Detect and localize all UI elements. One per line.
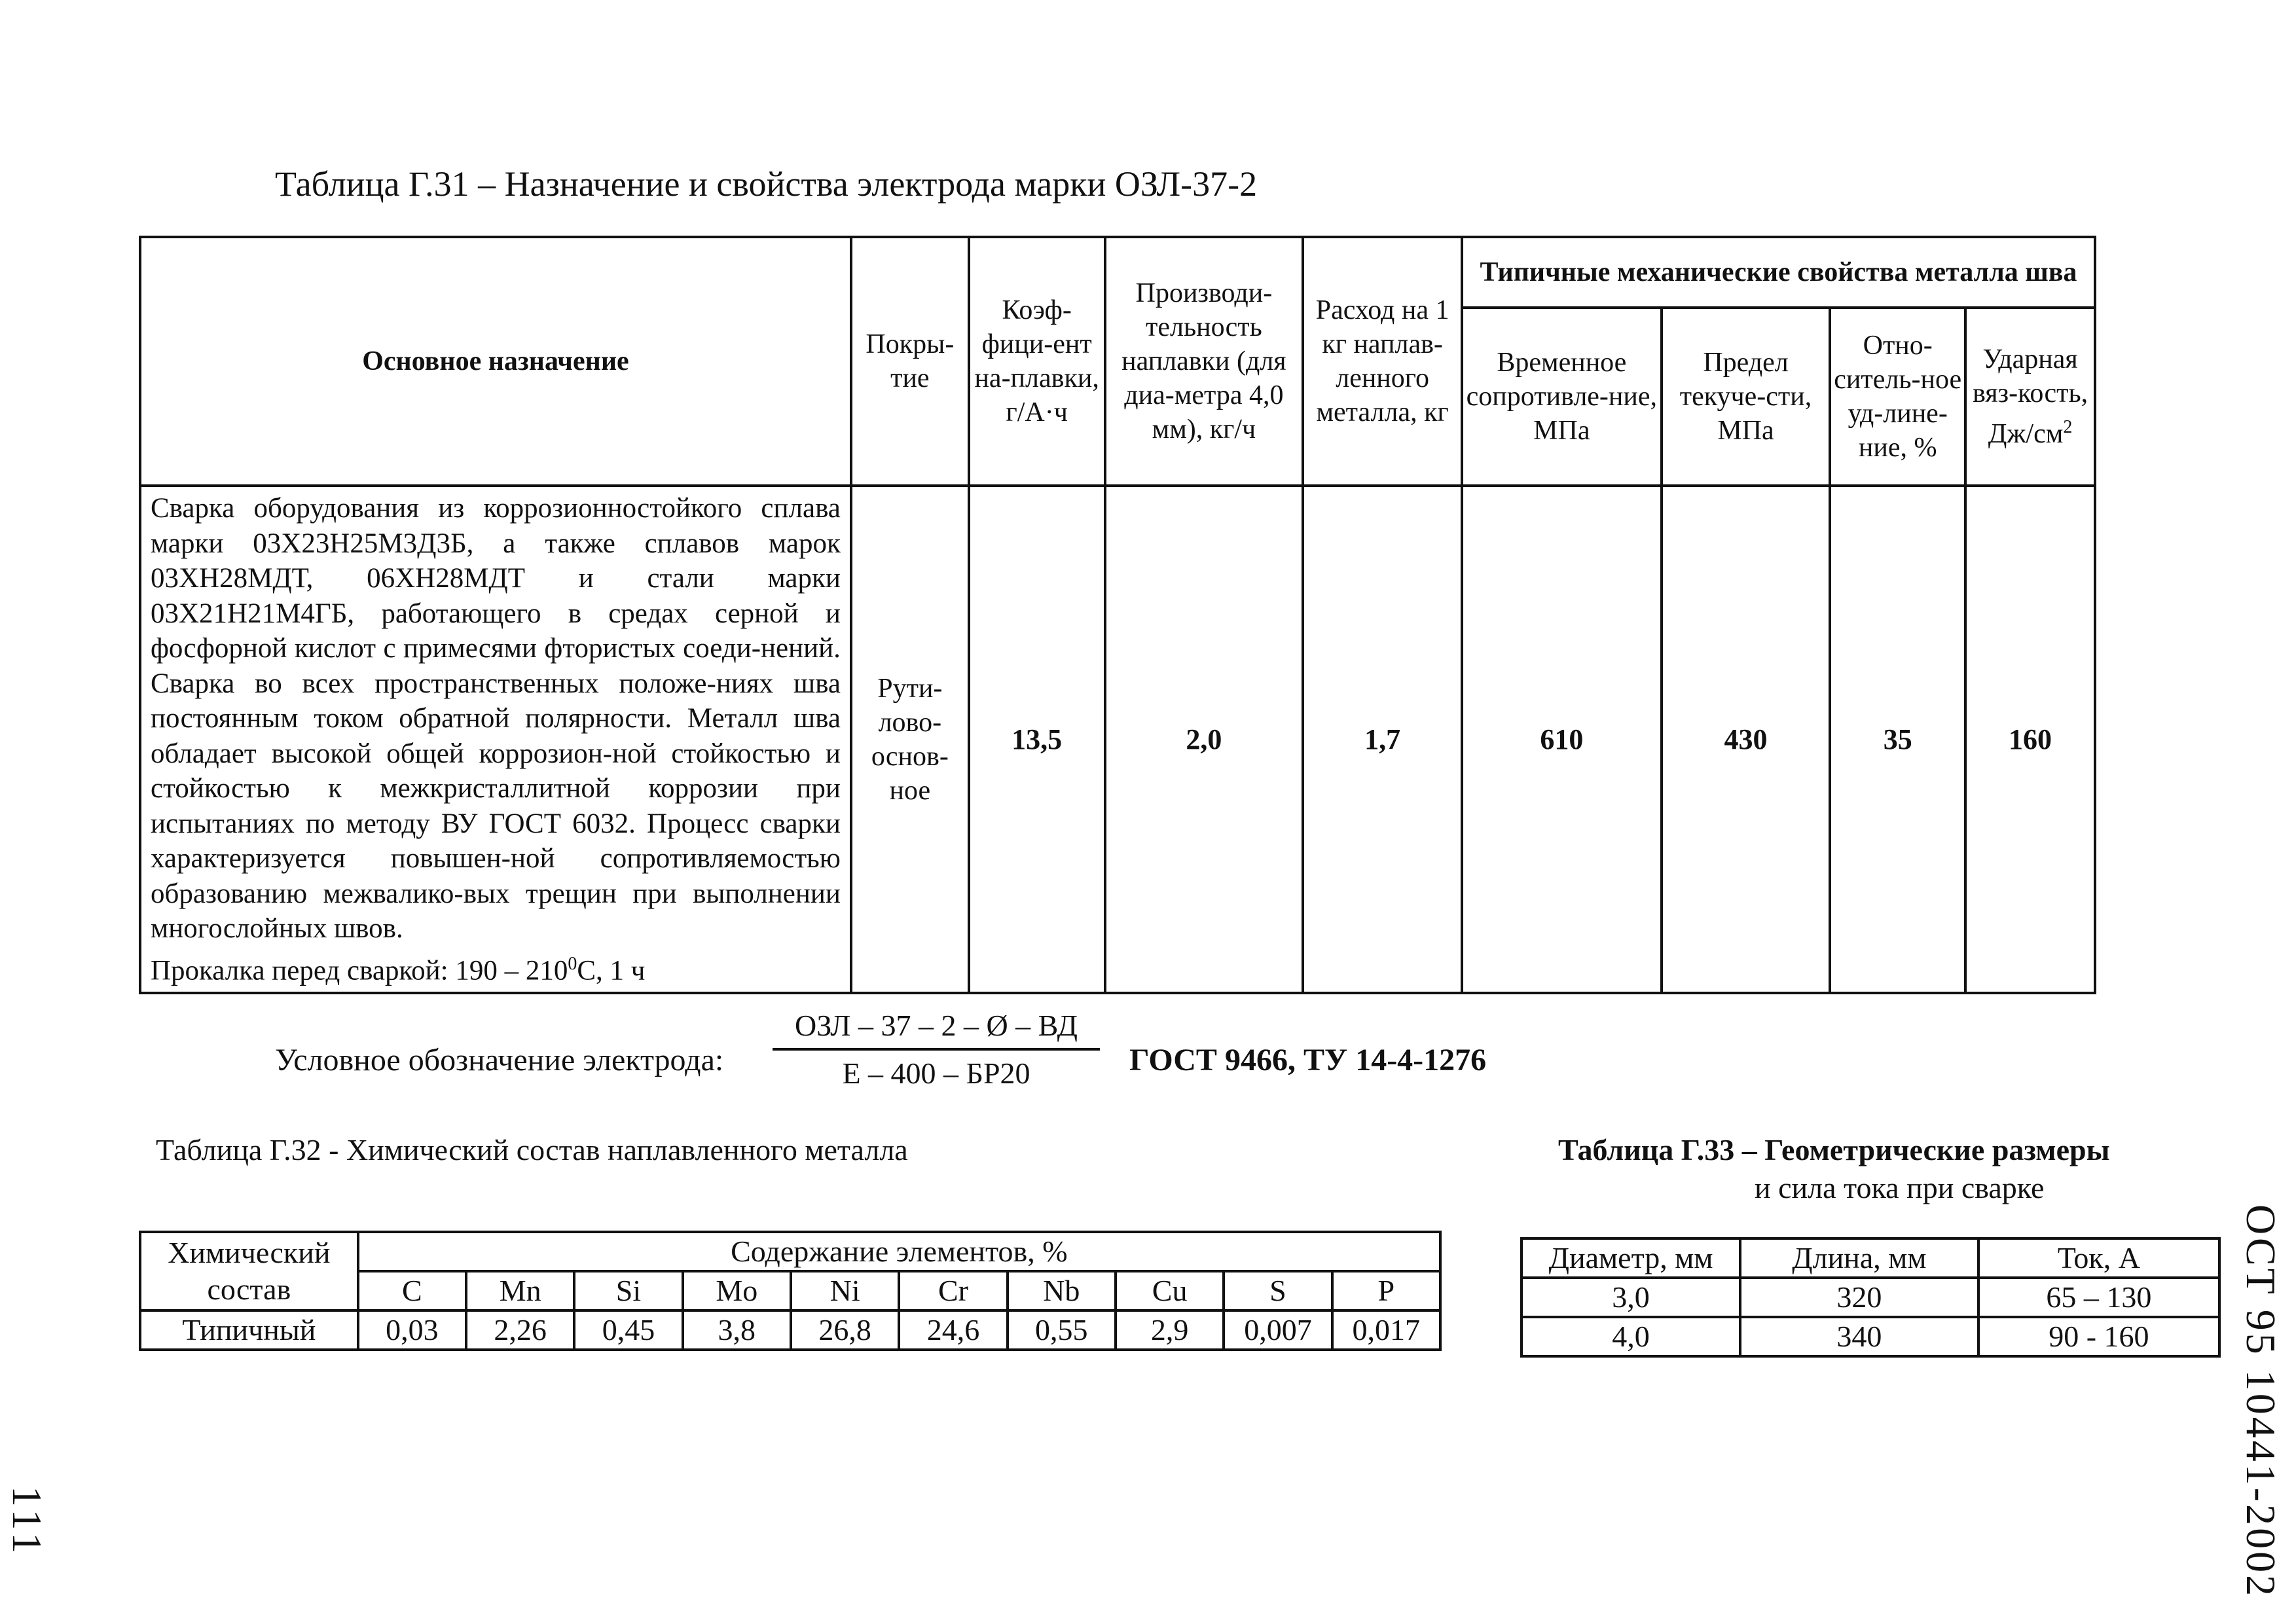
table-33-subtitle: и сила тока при сварке — [1755, 1171, 2045, 1204]
element-value: 0,017 — [1332, 1310, 1440, 1350]
diameter-header: Диаметр, мм — [1522, 1238, 1740, 1278]
table-32-title: Таблица Г.32 - Химический состав наплавленного металла — [156, 1133, 908, 1166]
element-header: Cu — [1116, 1271, 1224, 1310]
length-header: Длина, мм — [1740, 1238, 1978, 1278]
impact-value: 160 — [1965, 486, 2095, 993]
current-header: Ток, А — [1978, 1238, 2219, 1278]
header-coating: Покры-тие — [851, 237, 969, 486]
element-value: 26,8 — [791, 1310, 899, 1350]
element-header: Mn — [466, 1271, 574, 1310]
designation-label: Условное обозначение электрода: — [275, 1043, 724, 1077]
current-value: 90 - 160 — [1978, 1317, 2219, 1356]
chem-composition-header: Химический состав — [140, 1232, 358, 1310]
element-header: C — [358, 1271, 466, 1310]
designation-numerator: ОЗЛ – 37 – 2 – Ø – ВД — [773, 1008, 1100, 1051]
element-value: 0,45 — [574, 1310, 682, 1350]
element-value: 0,55 — [1008, 1310, 1116, 1350]
length-value: 340 — [1740, 1317, 1978, 1356]
page-number: 111 — [4, 1486, 50, 1558]
element-value: 0,03 — [358, 1310, 466, 1350]
header-impact: Ударная вяз-кость, $Дж/см^2$ — [1965, 308, 2095, 486]
diameter-value: 4,0 — [1522, 1317, 1740, 1356]
element-header: Ni — [791, 1271, 899, 1310]
typical-row-label: Типичный — [140, 1310, 358, 1350]
element-header: P — [1332, 1271, 1440, 1310]
current-value: 65 – 130 — [1978, 1278, 2219, 1317]
element-header: Mo — [683, 1271, 791, 1310]
element-value: 0,007 — [1224, 1310, 1332, 1350]
element-value: 3,8 — [683, 1310, 791, 1350]
table-31 — [139, 236, 2096, 994]
elongation-value: 35 — [1830, 486, 1965, 993]
header-productivity: Производи-тельность наплавки (для диа-метра 4,0 мм), кг/ч — [1105, 237, 1303, 486]
header-purpose: Основное назначение — [140, 237, 851, 486]
document-code: ОСТ 95 10441-2002 — [2238, 1204, 2284, 1599]
elements-content-header: Содержание элементов, % — [358, 1232, 1440, 1271]
table-33 — [1520, 1237, 2221, 1358]
element-value: 24,6 — [899, 1310, 1007, 1350]
description-cell — [140, 486, 851, 993]
designation-fraction — [773, 1008, 1100, 1091]
coef-value: 13,5 — [969, 486, 1105, 993]
electrode-designation — [275, 1008, 1519, 1113]
designation-denominator: Е – 400 – БР20 — [842, 1056, 1030, 1090]
header-consumption: Расход на 1 кг наплав-ленного металла, кг — [1303, 237, 1462, 486]
yield-value: 430 — [1662, 486, 1831, 993]
element-header: Si — [574, 1271, 682, 1310]
designation-standards: ГОСТ 9466, ТУ 14-4-1276 — [1129, 1043, 1487, 1077]
header-coef: Коэф-фици-ент на-плавки, г/А·ч — [969, 237, 1105, 486]
element-value: 2,9 — [1116, 1310, 1224, 1350]
consumption-value: 1,7 — [1303, 486, 1462, 993]
element-header: Cr — [899, 1271, 1007, 1310]
description-text: Сварка оборудования из коррозионностойкого сплава марки 03Х23Н25М3Д3Б, а также сплавов марок 03ХН28МДТ, 06ХН28МДТ и стали марки 03Х21Н21М4ГБ, работающего в средах серной и фосфорной кислот с примесями фтористых соеди-нений. Сварка во всех пространственных положе-ниях шва постоянным током обратной полярности. Металл шва обладает высокой общей коррозион-ной стойкостью и стойкостью к межкристаллитной коррозии при испытаниях по методу ВУ ГОСТ 6032. Процесс сварки характеризуется повышен-ной сопротивляемостью образованию межвалико-вых трещин при выполнении многослойных швов. — [151, 493, 841, 944]
element-value: 2,26 — [466, 1310, 574, 1350]
coating-value: Рути-лово-основ-ное — [851, 486, 969, 993]
header-elongation: Отно-ситель-ное уд-лине-ние, % — [1830, 308, 1965, 486]
length-value: 320 — [1740, 1278, 1978, 1317]
header-yield: Предел текуче-сти, МПа — [1662, 308, 1831, 486]
table-32 — [139, 1231, 1442, 1351]
calcination-text: Прокалка перед сваркой: $190 - 210^0С$, 1 ч — [151, 953, 646, 986]
element-header: S — [1224, 1271, 1332, 1310]
diameter-value: 3,0 — [1522, 1278, 1740, 1317]
table-31-title: Таблица Г.31 – Назначение и свойства электрода марки ОЗЛ-37-2 — [275, 164, 1258, 204]
header-tensile: Временное сопротивле-ние, МПа — [1462, 308, 1662, 486]
table-33-title: Таблица Г.33 – Геометрические размеры — [1558, 1133, 2110, 1166]
element-header: Nb — [1008, 1271, 1116, 1310]
productivity-value: 2,0 — [1105, 486, 1303, 993]
header-mech-group: Типичные механические свойства металла шва — [1462, 237, 2095, 308]
tensile-value: 610 — [1462, 486, 1662, 993]
